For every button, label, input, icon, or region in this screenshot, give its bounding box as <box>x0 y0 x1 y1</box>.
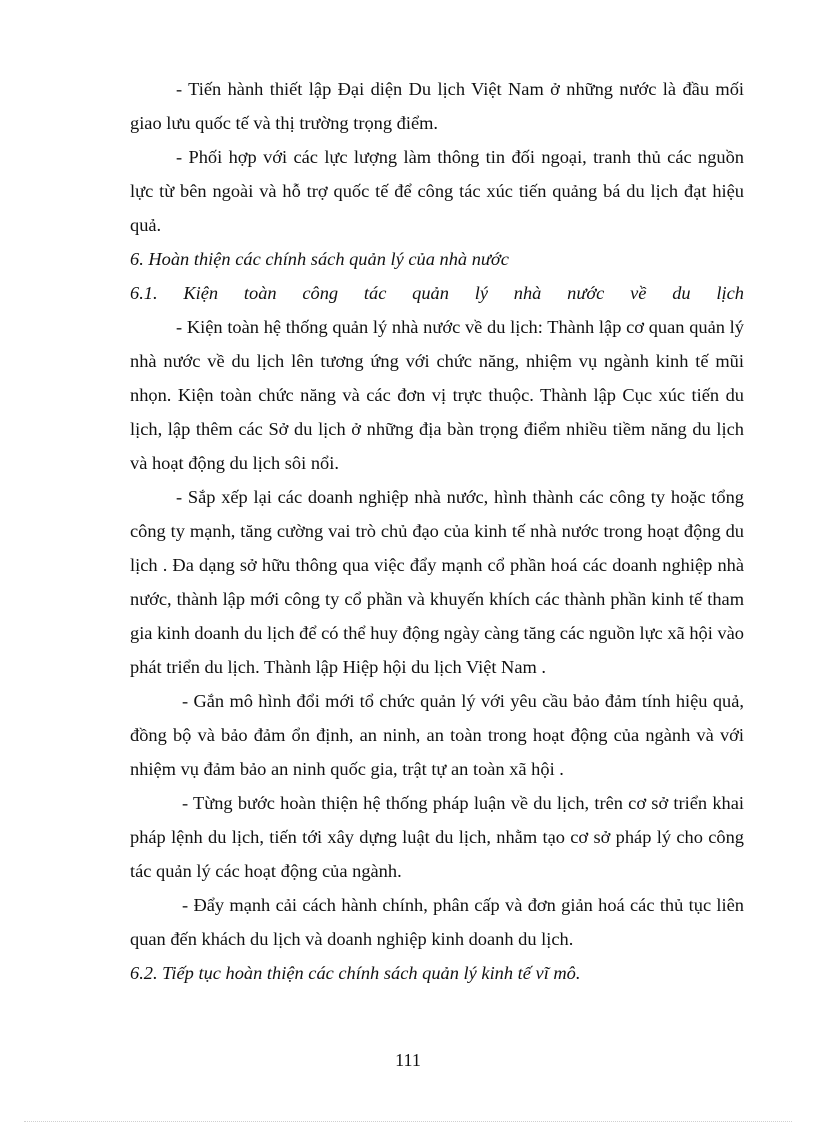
paragraph-coordination: - Phối hợp với các lực lượng làm thông tin đối ngoại, tranh thủ các nguồn lực từ bên ngoài và hỗ trợ quốc tế để công tác xúc tiến quảng bá du lịch đạt hiệu quả. <box>130 147 744 235</box>
paragraph-state-enterprises: - Sắp xếp lại các doanh nghiệp nhà nước, hình thành các công ty hoặc tổng công ty mạnh, tăng cường vai trò chủ đạo của kinh tế nhà nước trong hoạt động du lịch . Đa dạng sở hữu thông qua việc đẩy mạnh cổ phần hoá các doanh nghiệp nhà nước, thành lập mới công ty cổ phần và khuyến khích các thành phần kinh tế tham gia kinh doanh du lịch để có thể huy động ngày càng tăng các nguồn lực xã hội vào phát triển du lịch. Thành lập Hiệp hội du lịch Việt Nam . <box>130 487 744 677</box>
paragraph-legal-framework: - Từng bước hoàn thiện hệ thống pháp luận về du lịch, trên cơ sở triển khai pháp lệnh du lịch, tiến tới xây dựng luật du lịch, nhằm tạo cơ sở pháp lý cho công tác quản lý các hoạt động của ngành. <box>130 793 744 881</box>
paragraph-management-system: - Kiện toàn hệ thống quản lý nhà nước về du lịch: Thành lập cơ quan quản lý nhà nước về du lịch lên tương ứng với chức năng, nhiệm vụ ngành kinh tế mũi nhọn. Kiện toàn chức năng và các đơn vị trực thuộc. Thành lập Cục xúc tiến du lịch, lập thêm các Sở du lịch ở những địa bàn trọng điểm nhiều tiềm năng du lịch và hoạt động du lịch sôi nổi. <box>130 317 744 473</box>
heading-section-6-2: 6.2. Tiếp tục hoàn thiện các chính sách quản lý kinh tế vĩ mô. <box>130 963 581 983</box>
paragraph-administrative-reform: - Đẩy mạnh cải cách hành chính, phân cấp và đơn giản hoá các thủ tục liên quan đến khách du lịch và doanh nghiệp kinh doanh du lịch. <box>130 895 744 949</box>
paragraph-organization-model: - Gắn mô hình đổi mới tổ chức quản lý với yêu cầu bảo đảm tính hiệu quả, đồng bộ và bảo đảm ổn định, an ninh, an toàn trong hoạt động của ngành và với nhiệm vụ đảm bảo an ninh quốc gia, trật tự an toàn xã hội . <box>130 691 744 779</box>
heading-section-6: 6. Hoàn thiện các chính sách quản lý của nhà nước <box>130 249 509 269</box>
heading-section-6-1: 6.1. Kiện toàn công tác quản lý nhà nước về du lịch <box>130 283 744 303</box>
page-number: 111 <box>395 1050 421 1070</box>
paragraph-representative-offices: - Tiến hành thiết lập Đại diện Du lịch Việt Nam ở những nước là đầu mối giao lưu quốc tế và thị trường trọng điểm. <box>130 79 744 133</box>
page-bottom-divider <box>24 1121 792 1122</box>
